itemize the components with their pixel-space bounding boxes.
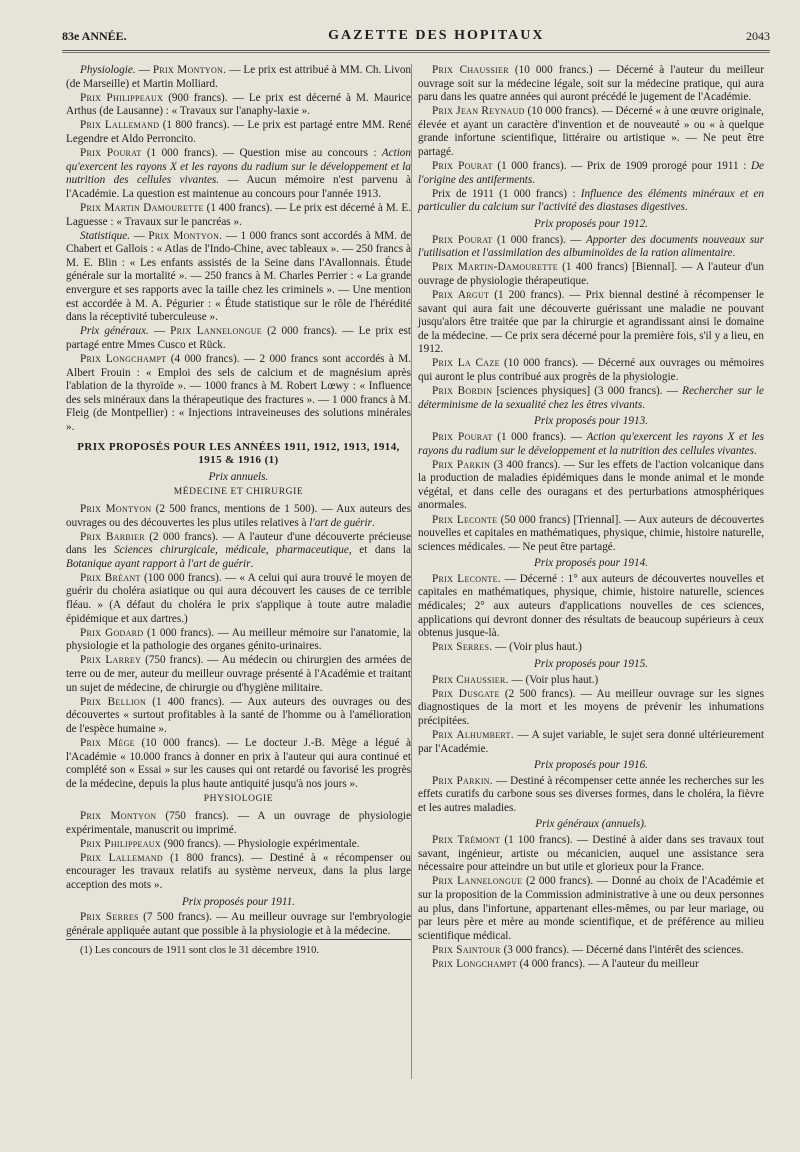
subsection-title: Prix proposés pour 1912. (534, 218, 648, 231)
subsection-heading: PHYSIOLOGIE (203, 794, 274, 805)
paragraph: Prix Godard (1 000 francs). — Au meilleur mémoire sur l'anatomie, la physiologie et la pathologie des organes génito-urinaires. (66, 626, 412, 653)
paragraph: Prix Leconte. — Décerné : 1° aux auteurs de découvertes nouvelles et capitales en mathématiques, physique, chimie, histoire naturelle, sciences médicales; 2° aux auteurs d'applications nouvelles de ces sciences, applications qui devront donner des résultats de beaucoup supérieurs à ceux obtenus jusque-là. (418, 572, 764, 640)
subsection-title: Prix proposés pour 1914. (534, 557, 648, 570)
paragraph: Prix Chaussier (10 000 francs.) — Décerné à l'auteur du meilleur ouvrage soit sur la médecine légale, soit sur la médecine pratique, qui aura paru dans les quatre années qui auront précédé le jugement de l'Académie. (418, 64, 764, 104)
section-title: PRIX PROPOSÉS POUR LES ANNÉES 1911, 1912, 1913, 1914, 1915 & 1916 (1) (77, 440, 400, 467)
paragraph: Prix Pourat (1 000 francs). — Action qu'exercent les rayons X et les rayons du radium sur le développement et la nutrition des cellules vivantes. (418, 430, 764, 457)
paragraph: Prix Longchampt (4 000 francs). — 2 000 francs sont accordés à M. Albert Frouin : « Emploi des sels de calcium et de magnésium après l'ablation de la thyroïde ». — 1000 francs à M. Robert Lœwy : « Influence des sels minéraux dans la thérapeutique des fractures ». — 1 000 francs à M. Fleig (de Montpellier) : « Injections intraveineuses des solutions minérales ». (66, 352, 411, 433)
paragraph: Prix Barbier (2 000 francs). — A l'auteur d'une découverte précieuse dans les Sciences chirurgicale, médicale, pharmaceutique, et dans la Botanique ayant rapport à l'art de guérir. (66, 530, 412, 570)
paragraph: Prix Larrey (750 francs). — Au médecin ou chirurgien des armées de terre ou de mer, auteur du meilleur ouvrage présenté à l'Académie et traitant un sujet de médecine, de chirurgie ou d'hygiène militaire. (66, 654, 411, 694)
paragraph: Prix Montyon (750 francs). — A un ouvrage de physiologie expérimentale, manuscrit ou imprimé. (66, 809, 411, 836)
year-label: 83e ANNÉE. (62, 28, 127, 43)
paragraph: Prix Pourat (1 000 francs). — Prix de 1909 prorogé pour 1911 : De l'origine des antiferments. (418, 160, 764, 186)
paragraph: Prix Alhumbert. — A sujet variable, le sujet sera donné ultérieurement par l'Académie. (418, 728, 764, 755)
paragraph: Prix Dusgate (2 500 francs). — Au meilleur ouvrage sur les signes diagnostiques de la mort et les moyens de prévenir les inhumations précipitées. (418, 687, 764, 727)
subsection-title: Prix proposés pour 1913. (534, 415, 648, 428)
paragraph: Prix Bellion (1 400 francs). — Aux auteurs des ouvrages ou des découvertes « surtout profitables à la santé de l'homme ou à l'amélioration de l'espèce humaine ». (66, 695, 411, 735)
paragraph: Prix Philippeaux (900 francs). — Physiologie expérimentale. (80, 837, 360, 850)
page-header (62, 22, 770, 51)
paragraph: Prix Serres. — (Voir plus haut.) (432, 641, 582, 654)
paragraph: Prix Pourat (1 000 francs). — Apporter des documents nouveaux sur l'utilisation et l'assimilation des albuminoïdes de la ration alimentaire. (418, 233, 764, 260)
paragraph: Prix Bordin [sciences physiques] (3 000 francs). — Rechercher sur le déterminisme de la sexualité chez les êtres vivants. (418, 385, 764, 411)
paragraph: Prix Longchampt (4 000 francs). — A l'auteur du meilleur (432, 957, 699, 970)
paragraph: Prix Pourat (1 000 francs). — Question mise au concours : Action qu'exercent les rayons X et les rayons du radium sur le développement et la nutrition des cellules vivantes. — Aucun mémoire n'est parvenu à l'Académie. La question est maintenue au concours pour l'année 1913. (66, 147, 411, 200)
column-divider (411, 64, 412, 1079)
paragraph: Statistique. — Prix Montyon. — 1 000 francs sont accordés à MM. de Chabert et Gallois : « Atlas de l'Indo-Chine, avec tableaux ». — 250 francs à M. E. Blin : « Les enfants assistés de la Seine dans l'Avallonnais. Étude générale sur la mortalité ». — 250 francs à M. Charles Perrier : « La grande envergure et ses rapports avec la taille chez les criminels ». — Une mention est accordée à M. A. Pégurier : « Étude statistique sur le rôle de l'hérédité dans la réceptivité tuberculeuse ». (66, 229, 412, 324)
left-column (66, 64, 411, 958)
paragraph: Prix Chaussier. — (Voir plus haut.) (432, 673, 599, 686)
subsection-title: Prix proposés pour 1911. (181, 895, 296, 908)
paragraph: Physiologie. — Prix Montyon. — Le prix est attribué à MM. Ch. Livon (de Marseille) et Martin Molliard. (66, 64, 412, 90)
paragraph: Prix Martin-Damourette (1 400 francs) [Biennal]. — A l'auteur d'un ouvrage de physiologie thérapeutique. (418, 261, 764, 287)
page-number: 2043 (745, 28, 770, 43)
paragraph: Prix Mège (10 000 francs). — Le docteur J.-B. Mège a légué à l'Académie « 10.000 francs à donner en prix à l'auteur qui aura continué et complété son « Essai » sur les causes qui ont retardé ou favorisé les progrès de la médecine, depuis la plus haute antiquité jusqu'à nos jours ». (66, 737, 411, 790)
paragraph: Prix Philippeaux (900 francs). — Le prix est décerné à M. Maurice Arthus (de Lausanne) : « Travaux sur l'anaphy-laxie ». (66, 91, 411, 118)
paragraph: Prix Parkin. — Destiné à récompenser cette année les recherches sur les effets curatifs du carbone sous ses diverses formes, dans le choléra, la fièvre et les autres maladies. (418, 774, 764, 814)
paragraph: Prix Argut (1 200 francs). — Prix biennal destiné à récompenser le savant qui aura fait une découverte guérissant une maladie ne pouvant jusqu'alors être traitée que par la chirurgie et agrandissant ainsi le domaine de la médecine. — Ce prix sera décerné pour la première fois, s'il y a lieu, en 1912. (418, 289, 764, 356)
paragraph: Prix Leconte (50 000 francs) [Triennal]. — Aux auteurs de découvertes nouvelles et capitales en mathématiques, physique, chimie, histoire naturelle, sciences médicales. — Ne peut être partagé. (418, 513, 765, 553)
header-rule (62, 52, 770, 53)
journal-title: GAZETTE DES HOPITAUX (328, 28, 545, 43)
subsection-title: Prix proposés pour 1916. (534, 759, 648, 772)
subsection-heading: MÉDECINE ET CHIRURGIE (173, 487, 304, 498)
footnote: (1) Les concours de 1911 sont clos le 31 décembre 1910. (66, 939, 411, 958)
paragraph: Prix La Caze (10 000 francs). — Décerné aux ouvrages ou mémoires qui auront le plus contribué aux progrès de la physiologie. (418, 357, 764, 384)
right-column (418, 64, 764, 972)
paragraph: Prix Lallemand (1 800 francs). — Destiné à « récompenser ou encourager les travaux relatifs au système nerveux, dans la plus large acception des mots ». (66, 851, 412, 891)
subsection-title: Prix proposés pour 1915. (534, 657, 648, 670)
subsection-title: Prix généraux (annuels). (535, 818, 647, 831)
paragraph: Prix Trémont (1 100 francs). — Destiné à aider dans ses travaux tout savant, ingénieur, artiste ou mécanicien, auquel une assistance sera nécessaire pour atteindre un but utile et glorieux pour la France. (418, 834, 764, 874)
paragraph: Prix Montyon (2 500 francs, mentions de 1 500). — Aux auteurs des ouvrages ou des découvertes les plus utiles relatives à l'art de guérir. (66, 502, 411, 529)
paragraph: Prix Lannelongue (2 000 francs). — Donné au choix de l'Académie et sur la proposition de la Commission administrative à une ou deux personnes au plus, dans l'infortune, appartenant elles-mêmes, ou par leur mariage, ou par leurs père et mère au monde scientifique, et de préférence au milieu scientifique médical. (418, 875, 764, 942)
subsection-title: Prix annuels. (208, 470, 269, 483)
paragraph: Prix Parkin (3 400 francs). — Sur les effets de l'action volcanique dans la production de maladies épidémiques dans le monde animal et le monde végétal, et dans celle des ouragans et des perturbations atmosphériques anormales. (418, 458, 765, 512)
paragraph: Prix Bréant (100 000 francs). — « A celui qui aura trouvé le moyen de guérir du choléra asiatique ou qui aura découvert les causes de ce terrible fléau. » (A défaut du choléra le prix s'applique à toute autre maladie épidémique et aux dartres.) (66, 571, 411, 625)
paragraph: Prix Serres (7 500 francs). — Au meilleur ouvrage sur l'embryologie générale appliquée autant que possible à la physiologie et à la médecine. (66, 911, 411, 937)
paragraph: Prix Lallemand (1 800 francs). — Le prix est partagé entre MM. René Legendre et Aldo Perroncito. (66, 119, 411, 145)
paragraph: Prix Martin Damourette (1 400 francs). — Le prix est décerné à M. E. Laguesse : « Travaux sur le pancréas ». (66, 201, 411, 228)
paragraph: Prix de 1911 (1 000 francs) : Influence des éléments minéraux et en particulier du calcium sur l'activité des diastases digestives. (418, 187, 764, 214)
paragraph: Prix Saintour (3 000 francs). — Décerné dans l'intérêt des sciences. (432, 943, 744, 956)
paragraph: Prix généraux. — Prix Lannelongue (2 000 francs). — Le prix est partagé entre Mmes Cusco et Rück. (66, 325, 411, 351)
paragraph: Prix Jean Reynaud (10 000 francs). — Décerné « à une œuvre originale, élevée et ayant un caractère d'invention et de nouveauté » ou « à quelque grande infortune scientifique, littéraire ou artistique ». — Ne peut être partagé. (418, 105, 764, 159)
